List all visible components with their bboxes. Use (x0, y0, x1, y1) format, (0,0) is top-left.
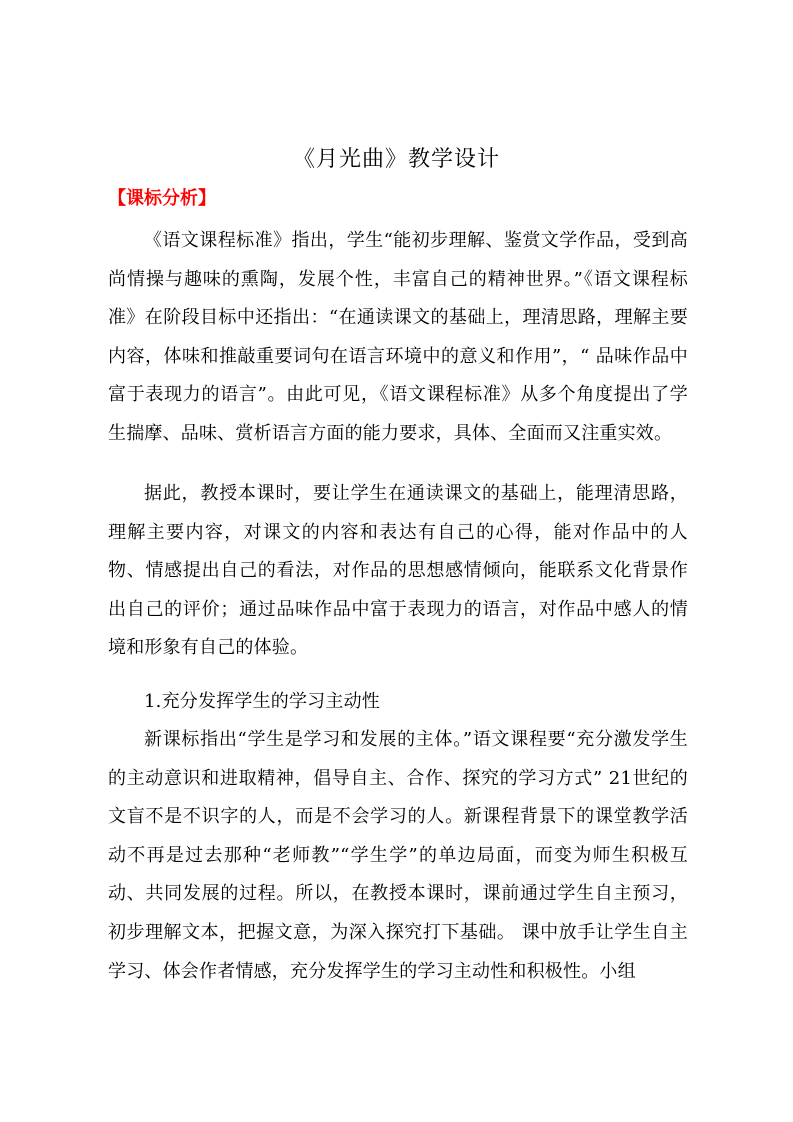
numbered-item-1: 1.充分发挥学生的学习主动性 (144, 691, 380, 712)
paragraph-student-initiative: 新课标指出“学生是学习和发展的主体。”语文课程要“充分激发学生的主动意识和进取精神，倡导自主、合作、探究的学习方式” 21世纪的文盲不是不识字的人，而是不会学习的人。新课程背景下的课堂教学活动不再是过去那种“老师教”“学生学”的单边局面，而变为师生积极互动、共同发展的过程。所以，在教授本课时，课前通过学生自主预习，初步理解文本，把握文意，为深入探究打下基础。 课中放手让学生自主学习、体会作者情感，充分发挥学生的学习主动性和积极性。小组 (108, 729, 688, 982)
paragraph-teaching-approach: 据此，教授本课时，要让学生在通读课文的基础上，能理清思路，理解主要内容，对课文的内容和表达有自己的心得，能对作品中的人物、情感提出自己的看法，对作品的思想感情倾向，能联系文化背景作出自己的评价；通过品味作品中富于表现力的语言，对作品中感人的情境和形象有自己的体验。 (108, 483, 688, 659)
section-heading-curriculum-analysis: 【课标分析】 (108, 188, 216, 209)
paragraph-curriculum-standards: 《语文课程标准》指出，学生“能初步理解、鉴赏文学作品，受到高尚情操与趣味的熏陶，发展个性，丰富自己的精神世界。”《语文课程标准》在阶段目标中还指出：“在通读课文的基础上，理清思路，理解主要内容，体味和推敲重要词句在语言环境中的意义和作用”，“ 品味作品中富于表现力的语言”。由此可见，《语文课程标准》从多个角度提出了学生揣摩、品味、赏析语言方面的能力要求，具体、全面而又注重实效。 (108, 230, 688, 444)
document-title: 《月光曲》教学设计 (292, 147, 500, 172)
